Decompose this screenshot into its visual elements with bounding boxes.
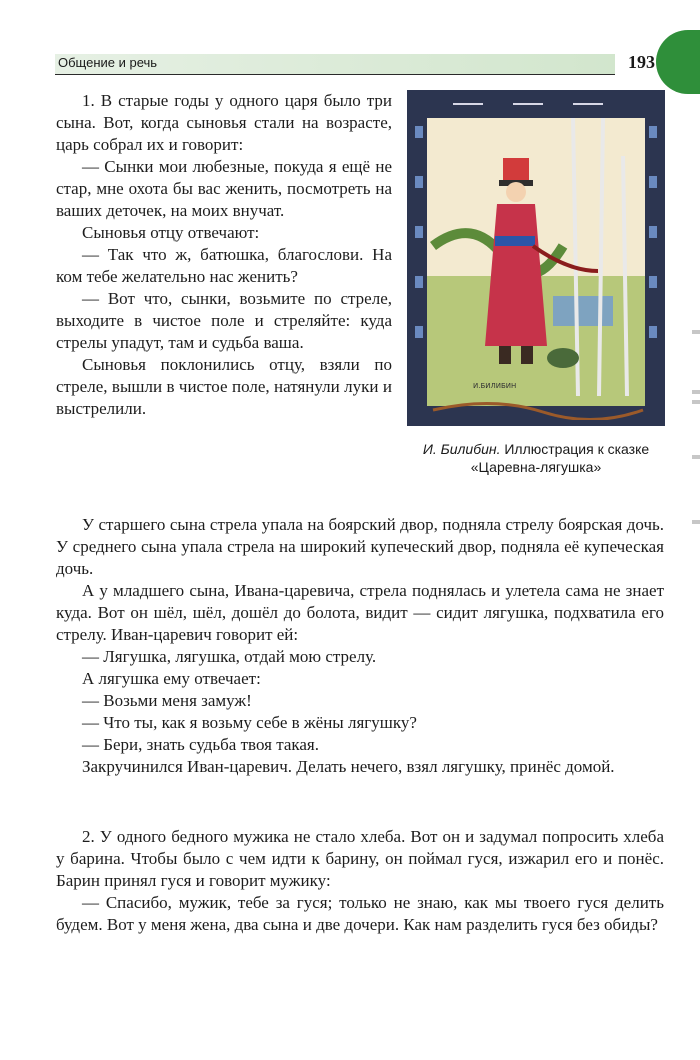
illustration-tsarevich-icon [413, 96, 659, 420]
paragraph: — Сынки мои любезные, покуда я ещё не стар, мне охота бы вас женить, посмотреть на ваших деточек, на моих внучат. [56, 157, 392, 220]
paragraph: — Вот что, сынки, возьмите по стреле, выходите в чистое поле и стреляйте: куда стрелы упадут, там и судьба ваша. [56, 289, 392, 352]
paragraph: — Возьми меня замуж! [82, 691, 252, 710]
section-title: Общение и речь [58, 55, 158, 70]
corner-leaf-decoration [656, 30, 700, 94]
paragraph: А у младшего сына, Ивана-царевича, стрела поднялась и улетела сама не знает куда. Вот он шёл, шёл, дошёл до болота, видит — сидит лягушка, подхватила его стрелу. Иван-царевич говорит ей: [56, 581, 664, 644]
illustration-caption [405, 440, 667, 476]
paragraph: Сыновья поклонились отцу, взяли по стреле, вышли в чистое поле, натянули луки и выстрелили. [56, 355, 392, 418]
caption-author: И. Билибин. [422, 441, 501, 457]
page-number: 193 [628, 52, 655, 72]
illustration [407, 90, 665, 426]
caption-text: Иллюстрация к сказке «Царевна-лягушка» [470, 441, 650, 475]
paragraph: — Так что ж, батюшка, благослови. На ком тебе желательно нас женить? [56, 245, 392, 286]
paragraph: Сыновья отцу отвечают: [82, 223, 260, 242]
story1-continuation [56, 514, 664, 778]
paragraph: А лягушка ему отвечает: [82, 669, 261, 688]
paragraph: У старшего сына стрела упала на боярский двор, подняла стрелу боярская дочь. У среднего сына упала стрела на широкий купеческий двор, подняла её купеческая дочь. [56, 515, 664, 578]
story2 [56, 826, 664, 936]
paragraph: — Спасибо, мужик, тебе за гуся; только не знаю, как мы твоего гуся делить будем. Вот у меня жена, два сына и две дочери. Как нам разделить гуся без обиды? [56, 893, 664, 934]
paragraph: — Бери, знать судьба твоя такая. [82, 735, 319, 754]
paragraph: — Что ты, как я возьму себе в жёны лягушку? [82, 713, 417, 732]
side-margin-marks [688, 330, 700, 560]
story1-top-column [56, 90, 392, 420]
paragraph: 2. У одного бедного мужика не стало хлеба. Вот он и задумал попросить хлеба у барина. Чтобы было с чем идти к барину, он поймал гуся, изжарил его и понёс. Барин принял гуся и говорит мужику: [56, 827, 664, 890]
paragraph: — Лягушка, лягушка, отдай мою стрелу. [82, 647, 377, 666]
paragraph: 1. В старые годы у одного царя было три сына. Вот, когда сыновья стали на возрасте, царь собрал их и говорит: [56, 91, 392, 154]
illustration-signature: И.БИЛИБИН [473, 382, 517, 390]
paragraph: Закручинился Иван-царевич. Делать нечего, взял лягушку, принёс домой. [82, 757, 615, 776]
